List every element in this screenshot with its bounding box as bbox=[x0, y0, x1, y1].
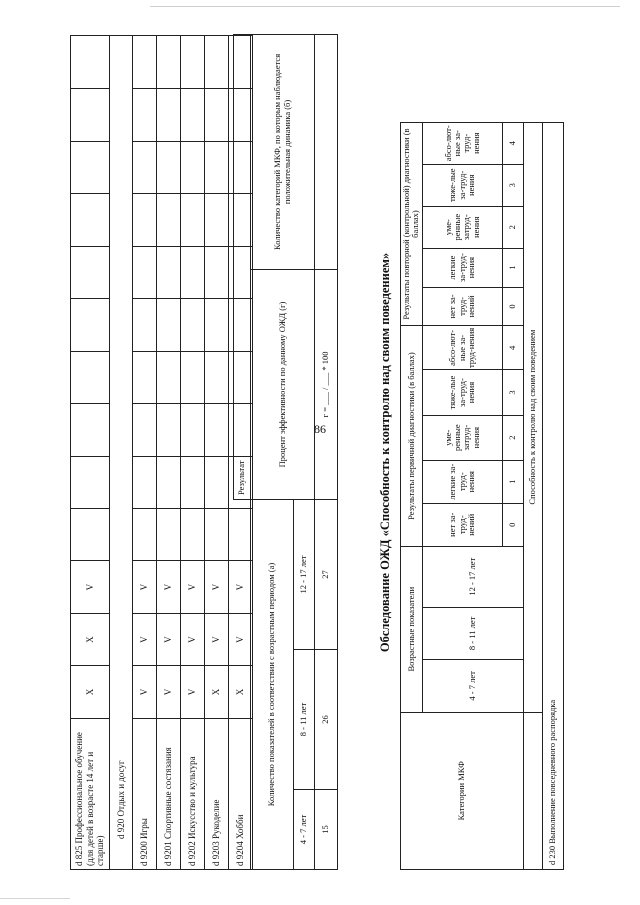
score-label: уме-ренные затруд-нения bbox=[422, 206, 502, 248]
empty-cell bbox=[133, 141, 157, 193]
age-header: Возрастные показатели bbox=[401, 546, 423, 712]
section-row-label: Способность к контролю над своим поведением bbox=[524, 122, 543, 712]
empty-cell bbox=[181, 194, 205, 246]
empty-cell bbox=[181, 299, 205, 351]
empty-cell bbox=[181, 456, 205, 508]
score-label: легкие за-труд-нения bbox=[422, 248, 502, 287]
empty-cell bbox=[205, 141, 229, 193]
score-label: тяже-лые за-труд-нения bbox=[422, 164, 502, 206]
empty-cell bbox=[181, 351, 205, 403]
activity-row bbox=[205, 36, 229, 870]
empty-cell bbox=[205, 246, 229, 298]
scan-edge-line bbox=[150, 6, 620, 7]
empty-cell bbox=[71, 456, 110, 508]
activity-row bbox=[181, 36, 205, 870]
score-label: тяже-лые за-труд-нения bbox=[422, 370, 502, 415]
empty-cell bbox=[133, 36, 157, 89]
empty-cell bbox=[133, 508, 157, 560]
empty-cell bbox=[157, 351, 181, 403]
mark-cell: V bbox=[71, 561, 110, 613]
efficiency-header: Процент эффективности по данному ОЖД (г) bbox=[251, 269, 315, 499]
empty-cell bbox=[205, 299, 229, 351]
empty-cell bbox=[71, 246, 110, 298]
mark-cell: V bbox=[157, 666, 181, 718]
score-label: абсо-лют-ные за-труд-нения bbox=[422, 326, 502, 370]
mark-cell: V bbox=[181, 613, 205, 665]
score-value: 2 bbox=[503, 415, 524, 460]
empty-cell bbox=[181, 246, 205, 298]
empty-cell bbox=[205, 351, 229, 403]
score-value: 4 bbox=[503, 326, 524, 370]
empty-cell bbox=[205, 194, 229, 246]
empty-cell bbox=[133, 404, 157, 456]
age-value: 26 bbox=[315, 650, 338, 790]
count-header: Количество показателей в соответствии с возрастным периодом (а) bbox=[251, 499, 294, 869]
scan-edge-line-bottom bbox=[0, 898, 70, 899]
empty-cell bbox=[157, 36, 181, 89]
result-header: Результат bbox=[234, 34, 251, 499]
result-header-spacer bbox=[234, 499, 251, 869]
empty-cell bbox=[71, 36, 110, 89]
score-label: нет за-труд-нений bbox=[422, 287, 502, 326]
empty-cell bbox=[205, 89, 229, 141]
page-number: 86 bbox=[314, 422, 326, 436]
mark-cell: V bbox=[133, 666, 157, 718]
score-label: уме-ренные затруд-нения bbox=[422, 415, 502, 460]
empty-cell bbox=[181, 36, 205, 89]
empty-cell bbox=[71, 89, 110, 141]
age-col-header: 12 - 17 лет bbox=[294, 499, 315, 649]
section-row bbox=[110, 36, 133, 870]
mark-cell: X bbox=[205, 666, 229, 718]
empty-cell bbox=[133, 89, 157, 141]
activity-row bbox=[133, 36, 157, 870]
section-label: d 920 Отдых и досуг bbox=[110, 36, 133, 870]
mark-cell: V bbox=[205, 613, 229, 665]
mark-cell: X bbox=[71, 613, 110, 665]
empty-cell bbox=[181, 89, 205, 141]
score-value: 0 bbox=[503, 503, 524, 546]
empty-cell bbox=[71, 508, 110, 560]
mark-cell: V bbox=[229, 613, 253, 665]
empty-cell bbox=[71, 299, 110, 351]
rotated-page-content bbox=[70, 35, 570, 870]
mark-cell: X bbox=[229, 666, 253, 718]
mark-cell: V bbox=[181, 666, 205, 718]
categories-header: Категории МКФ bbox=[401, 712, 524, 869]
section-row-spacer bbox=[524, 712, 543, 869]
empty-cell bbox=[157, 89, 181, 141]
age-col-header: 8 - 11 лет bbox=[422, 607, 523, 659]
score-value: 2 bbox=[503, 206, 524, 248]
mark-cell: X bbox=[71, 666, 110, 718]
empty-cell bbox=[157, 456, 181, 508]
activity-label: d 9204 Хобби bbox=[229, 718, 253, 869]
score-label: легкие за-труд-нения bbox=[422, 460, 502, 503]
activities-table bbox=[70, 35, 253, 870]
primary-diagnostics-header: Результаты первичной диагностики (в баллах) bbox=[401, 326, 423, 546]
positive-dynamics-header: Количество категорий МКФ, по которым наблюдается положительная динамика (б) bbox=[251, 34, 315, 269]
mark-cell: V bbox=[205, 561, 229, 613]
score-value: 3 bbox=[503, 370, 524, 415]
mark-cell: V bbox=[229, 561, 253, 613]
positive-dynamics-value bbox=[315, 34, 338, 269]
mark-cell: V bbox=[181, 561, 205, 613]
mark-cell: V bbox=[157, 561, 181, 613]
survey-table bbox=[400, 35, 564, 870]
activity-label: d 9201 Спортивные состязания bbox=[157, 718, 181, 869]
activity-label: d 9202 Искусство и культура bbox=[181, 718, 205, 869]
score-value: 3 bbox=[503, 164, 524, 206]
empty-cell bbox=[157, 246, 181, 298]
result-table bbox=[233, 34, 338, 870]
score-value: 1 bbox=[503, 460, 524, 503]
score-value: 0 bbox=[503, 287, 524, 326]
empty-cell bbox=[181, 141, 205, 193]
activity-label: d 9200 Игры bbox=[133, 718, 157, 869]
empty-cell bbox=[157, 141, 181, 193]
age-col-header: 4 - 7 лет bbox=[422, 660, 523, 712]
efficiency-formula: г = ___ / ___ * 100 bbox=[315, 269, 338, 499]
empty-cell bbox=[205, 508, 229, 560]
empty-cell bbox=[157, 404, 181, 456]
empty-cell bbox=[205, 36, 229, 89]
age-col-header: 12 - 17 лет bbox=[422, 546, 523, 607]
empty-cell bbox=[133, 246, 157, 298]
score-value: 1 bbox=[503, 248, 524, 287]
section-heading: Обследование ОЖД «Способность к контролю над своим поведением» bbox=[378, 252, 392, 653]
empty-cell bbox=[157, 299, 181, 351]
empty-cell bbox=[71, 351, 110, 403]
empty-cell bbox=[205, 456, 229, 508]
category-row-label: d 230 Выполнение повседневного распорядка bbox=[543, 122, 564, 869]
empty-cell bbox=[133, 194, 157, 246]
activity-label: d 825 Профессиональное обучение (для детей в возрасте 14 лет и старше) bbox=[71, 718, 110, 869]
mark-cell: V bbox=[157, 613, 181, 665]
mark-cell: V bbox=[133, 561, 157, 613]
empty-cell bbox=[71, 194, 110, 246]
activity-row bbox=[71, 36, 110, 870]
empty-cell bbox=[205, 404, 229, 456]
repeat-diagnostics-header: Результаты повторной (контрольной) диагностики (в баллах) bbox=[401, 122, 423, 326]
score-label: абсо-лют-ные за-труд-нения bbox=[422, 122, 502, 164]
age-value: 27 bbox=[315, 499, 338, 649]
age-value: 15 bbox=[315, 790, 338, 870]
empty-cell bbox=[133, 351, 157, 403]
mark-cell: V bbox=[133, 613, 157, 665]
empty-cell bbox=[133, 456, 157, 508]
empty-cell bbox=[133, 299, 157, 351]
score-value: 4 bbox=[503, 122, 524, 164]
activity-label: d 9203 Рукоделие bbox=[205, 718, 229, 869]
age-col-header: 8 - 11 лет bbox=[294, 650, 315, 790]
empty-cell bbox=[181, 404, 205, 456]
empty-cell bbox=[157, 508, 181, 560]
score-label: нет за-труд-нений bbox=[422, 503, 502, 546]
empty-cell bbox=[71, 404, 110, 456]
empty-cell bbox=[71, 141, 110, 193]
blank-margin-cell bbox=[401, 35, 564, 122]
age-col-header: 4 - 7 лет bbox=[294, 790, 315, 870]
empty-cell bbox=[181, 508, 205, 560]
empty-cell bbox=[157, 194, 181, 246]
activity-row bbox=[157, 36, 181, 870]
